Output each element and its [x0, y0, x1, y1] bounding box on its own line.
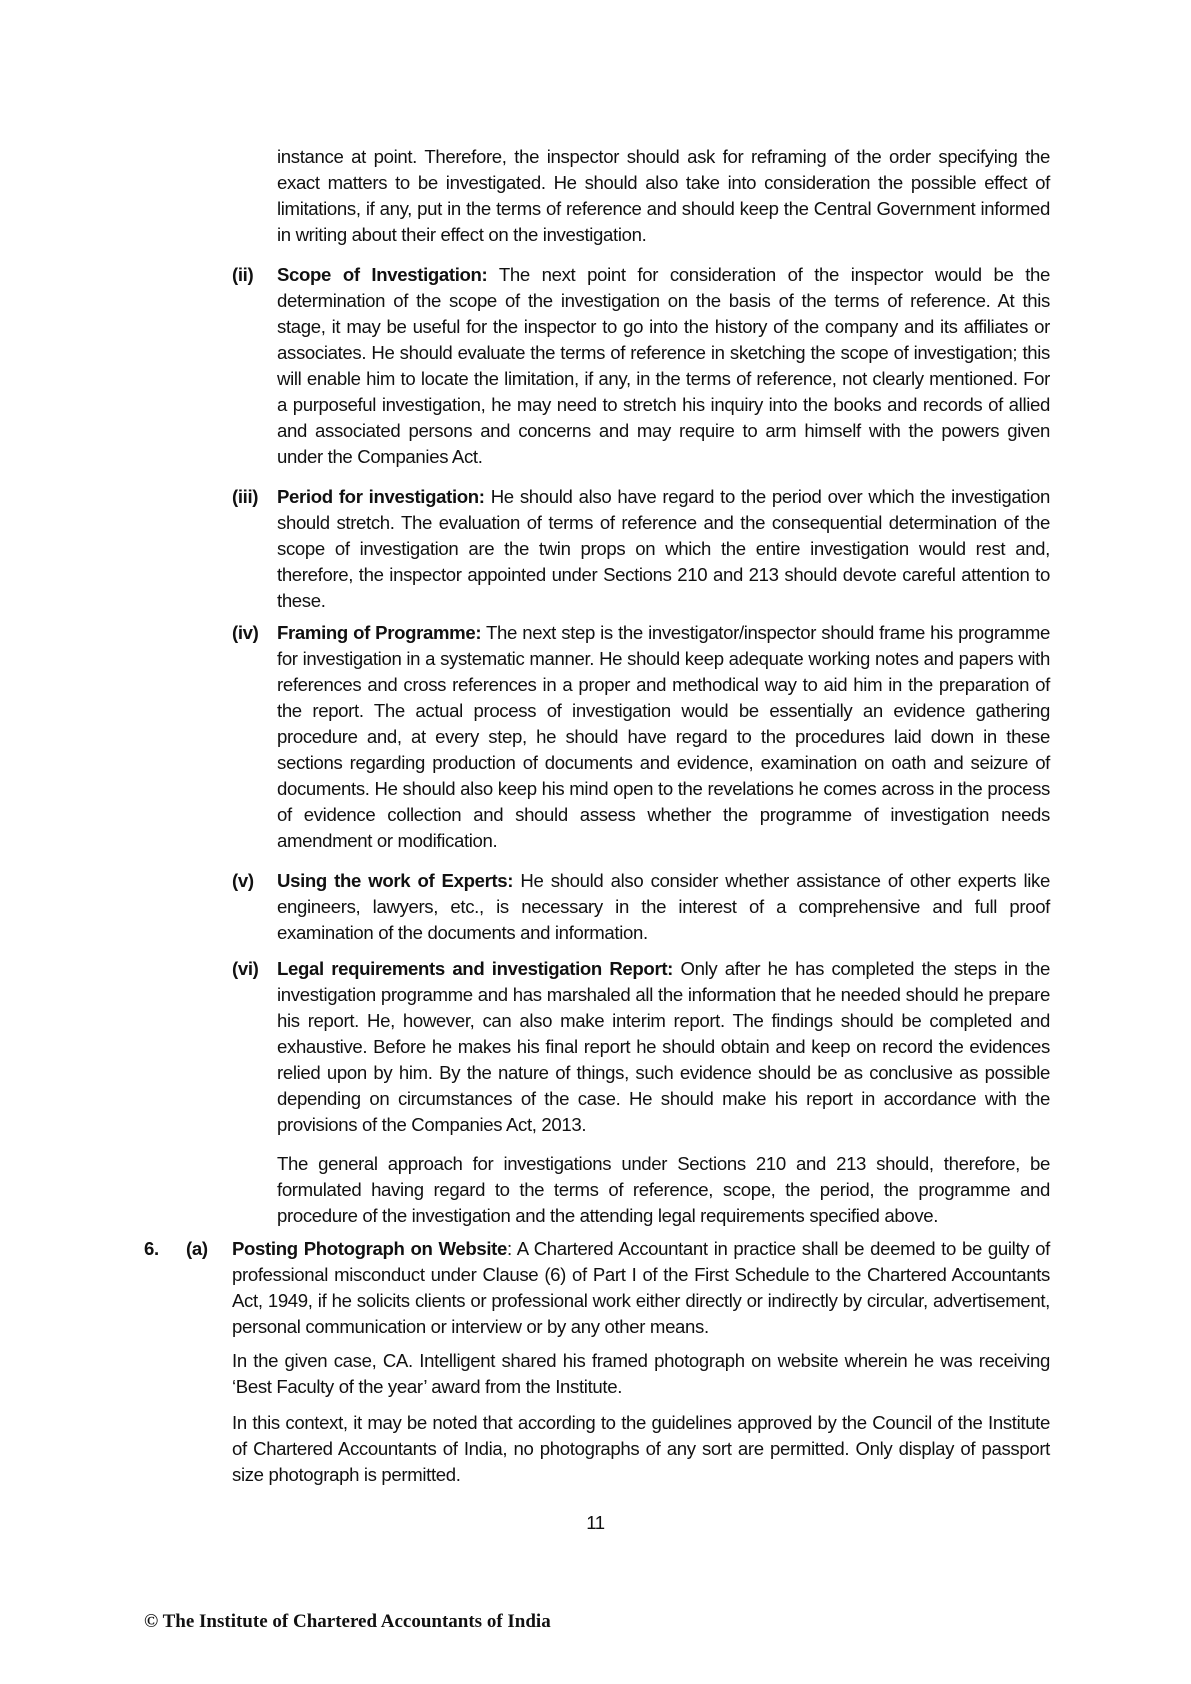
item-legal-requirements [232, 956, 1050, 1138]
item-text: The next point for consideration of the inspector would be the determination of the scope of the investigation on the basis of the terms of reference. At this stage, it may be useful for the inspector to go into the history of the company and its affiliates or associates. He should evaluate the terms of reference in sketching the scope of investigation; this will enable him to locate the limitation, if any, in the terms of reference, not clearly mentioned. For a purposeful investigation, he may need to stretch his inquiry into the books and records of allied and associated persons and concerns and may require to arm himself with the powers given under the Companies Act. [277, 264, 1051, 467]
question-number: 6. [144, 1238, 159, 1259]
question-answer-paragraph [232, 1236, 1050, 1340]
item-text: He should also have regard to the period over which the investigation should stretch. The evaluation of terms of reference and the consequential determination of the scope of investigation are the twin props on which the entire investigation would rest and, therefore, the inspector appointed under Sections 210 and 213 should devote careful attention to these. [277, 486, 1050, 611]
item-scope-of-investigation [232, 262, 1050, 470]
intro-paragraph: instance at point. Therefore, the inspector should ask for reframing of the order specifying the exact matters to be investigated. He should also take into consideration the possible effect of limitations, if any, put in the terms of reference and should keep the Central Government informed in writing about their effect on the investigation. [277, 146, 1050, 245]
item-heading: Using the work of Experts: [277, 870, 514, 891]
item-text: Only after he has completed the steps in the investigation programme and has marshaled all the information that he needed should he prepare his report. He, however, can also make interim report. The findings should be completed and exhaustive. Before he makes his final report he should obtain and keep on record the evidences relied upon by him. By the nature of things, such evidence should be as conclusive as possible depending on circumstances of the case. He should make his report in accordance with the provisions of the Companies Act, 2013. [277, 958, 1050, 1135]
item-using-work-of-experts [232, 868, 1050, 946]
page-number: 11 [586, 1512, 605, 1533]
footer-copyright: © The Institute of Chartered Accountants of India [144, 1611, 551, 1632]
question-heading: Posting Photograph on Website [232, 1238, 507, 1259]
item-text: The next step is the investigator/inspector should frame his programme for investigation in a systematic manner. He should keep adequate working notes and papers with references and cross references in a proper and methodical way to aid him in the preparation of the report. The actual process of investigation would be essentially an evidence gathering procedure and, at every step, he should have regard to the procedures laid down in these sections regarding production of documents and evidence, examination on oath and seizure of documents. He should also keep his mind open to the revelations he comes across in the process of evidence collection and should assess whether the programme of investigation needs amendment or modification. [277, 622, 1050, 851]
item-number: (v) [232, 870, 254, 891]
item-heading: Scope of Investigation: [277, 264, 488, 285]
general-approach-paragraph: The general approach for investigations under Sections 210 and 213 should, therefore, be formulated having regard to the terms of reference, scope, the period, the programme and procedure of the investigation and the attending legal requirements specified above. [277, 1153, 1050, 1226]
item-number: (iv) [232, 622, 259, 643]
item-heading: Period for investigation: [277, 486, 485, 507]
question-sub-number: (a) [186, 1238, 208, 1259]
item-number: (ii) [232, 264, 254, 285]
question-text: : A Chartered Accountant in practice shall be deemed to be guilty of professional misconduct under Clause (6) of Part I of the First Schedule to the Chartered Accountants Act, 1949, if he solicits clients or professional work either directly or indirectly by circular, advertisement, personal communication or interview or by any other means. [232, 1238, 1050, 1337]
question-paragraph-3: In this context, it may be noted that according to the guidelines approved by the Council of the Institute of Chartered Accountants of India, no photographs of any sort are permitted. Only display of passport size photograph is permitted. [232, 1412, 1050, 1485]
item-text: He should also consider whether assistance of other experts like engineers, lawyers, etc., is necessary in the interest of a comprehensive and full proof examination of the documents and information. [277, 870, 1050, 943]
item-number: (iii) [232, 486, 259, 507]
question-paragraph-2: In the given case, CA. Intelligent shared his framed photograph on website wherein he was receiving ‘Best Faculty of the year’ award from the Institute. [232, 1350, 1050, 1397]
item-number: (vi) [232, 958, 259, 979]
item-period-for-investigation [232, 484, 1050, 614]
item-heading: Legal requirements and investigation Report: [277, 958, 674, 979]
item-framing-of-programme [232, 620, 1050, 854]
item-heading: Framing of Programme: [277, 622, 482, 643]
